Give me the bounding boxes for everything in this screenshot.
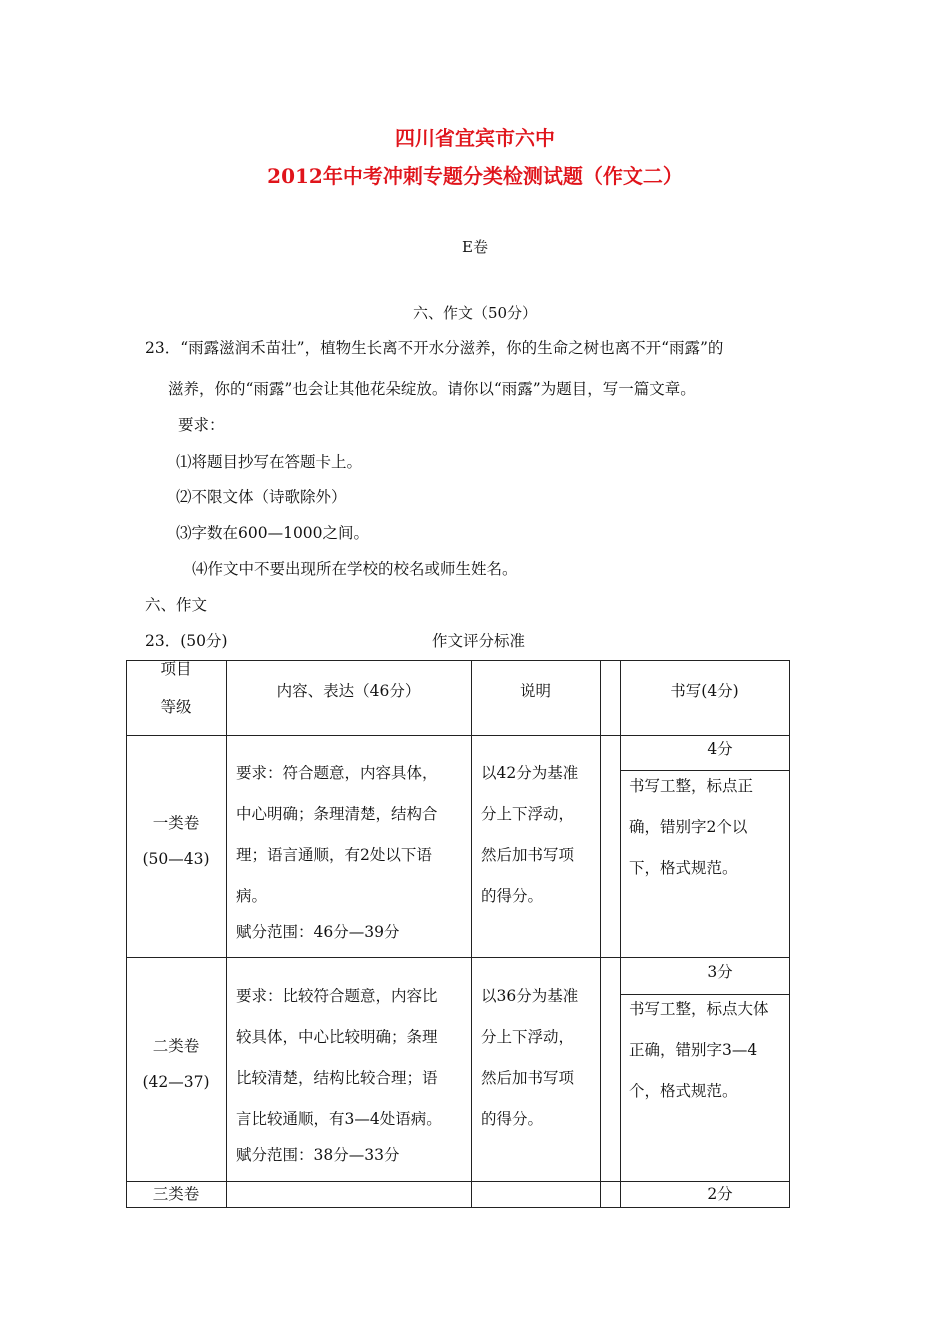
table-border (226, 660, 227, 1208)
content-line: 理；语言通顺，有2处以下语 (236, 846, 432, 864)
requirement-item: ⑶字数在600—1000之间。 (176, 524, 370, 542)
grade-name: 二类卷 (152, 1037, 200, 1055)
table-border (471, 660, 472, 1208)
answer-number: 23．(50分) (145, 632, 228, 650)
header-grade: 等级 (160, 698, 192, 716)
volume-label: E卷 (462, 238, 488, 256)
content-line: 要求：符合题意，内容具体， (236, 764, 438, 782)
note-line: 然后加书写项 (481, 846, 575, 864)
grade-range: (50—43) (142, 850, 210, 868)
content-line: 要求：比较符合题意，内容比 (236, 987, 438, 1005)
prompt-line-2: 滋养，你的“雨露”也会让其他花朵绽放。请你以“雨露”为题目，写一篇文章。 (168, 380, 696, 398)
writing-line: 书写工整，标点正 (629, 777, 754, 795)
writing-score: 2分 (707, 1185, 733, 1203)
content-line: 病。 (236, 887, 268, 905)
content-line: 较具体，中心比较明确；条理 (236, 1028, 438, 1046)
grade-name: 三类卷 (152, 1185, 200, 1203)
content-line: 赋分范围：46分—39分 (236, 923, 400, 941)
content-line: 言比较通顺，有3—4处语病。 (236, 1110, 442, 1128)
content-line: 比较清楚，结构比较合理；语 (236, 1069, 438, 1087)
document-title: 四川省宜宾市六中 (395, 126, 555, 150)
requirements-label: 要求： (178, 416, 225, 434)
document-subtitle: 2012年中考冲刺专题分类检测试题（作文二） (267, 164, 683, 188)
note-line: 然后加书写项 (481, 1069, 575, 1087)
header-item: 项目 (160, 660, 192, 678)
prompt-line-1: 23．“雨露滋润禾苗壮”，植物生长离不开水分滋养，你的生命之树也离不开“雨露”的 (145, 339, 724, 357)
note-line: 以42分为基准 (481, 764, 579, 782)
header-note: 说明 (519, 682, 551, 700)
writing-score: 3分 (707, 963, 733, 981)
writing-line: 确，错别字2个以 (629, 818, 748, 836)
note-line: 分上下浮动， (481, 805, 575, 823)
writing-line: 下，格式规范。 (629, 859, 738, 877)
content-line: 中心明确；条理清楚，结构合 (236, 805, 438, 823)
header-writing: 书写(4分) (670, 682, 739, 700)
requirement-item: ⑷作文中不要出现所在学校的校名或师生姓名。 (192, 560, 518, 578)
content-line: 赋分范围：38分—33分 (236, 1146, 400, 1164)
requirement-item: ⑵不限文体（诗歌除外） (176, 488, 347, 506)
writing-line: 书写工整，标点大体 (629, 1000, 769, 1018)
table-border (126, 660, 127, 1208)
section-heading: 六、作文（50分） (412, 304, 538, 322)
grade-name: 一类卷 (152, 814, 200, 832)
note-line: 分上下浮动， (481, 1028, 575, 1046)
writing-line: 个，格式规范。 (629, 1082, 738, 1100)
table-border (600, 660, 601, 1208)
header-content: 内容、表达（46分） (276, 682, 421, 700)
answer-section-heading: 六、作文 (145, 596, 208, 614)
writing-line: 正确，错别字3—4 (629, 1041, 758, 1059)
table-title: 作文评分标准 (432, 632, 526, 650)
note-line: 的得分。 (481, 1110, 544, 1128)
writing-score: 4分 (707, 740, 733, 758)
note-line: 的得分。 (481, 887, 544, 905)
grade-range: (42—37) (142, 1073, 210, 1091)
note-line: 以36分为基准 (481, 987, 579, 1005)
requirement-item: ⑴将题目抄写在答题卡上。 (176, 453, 363, 471)
